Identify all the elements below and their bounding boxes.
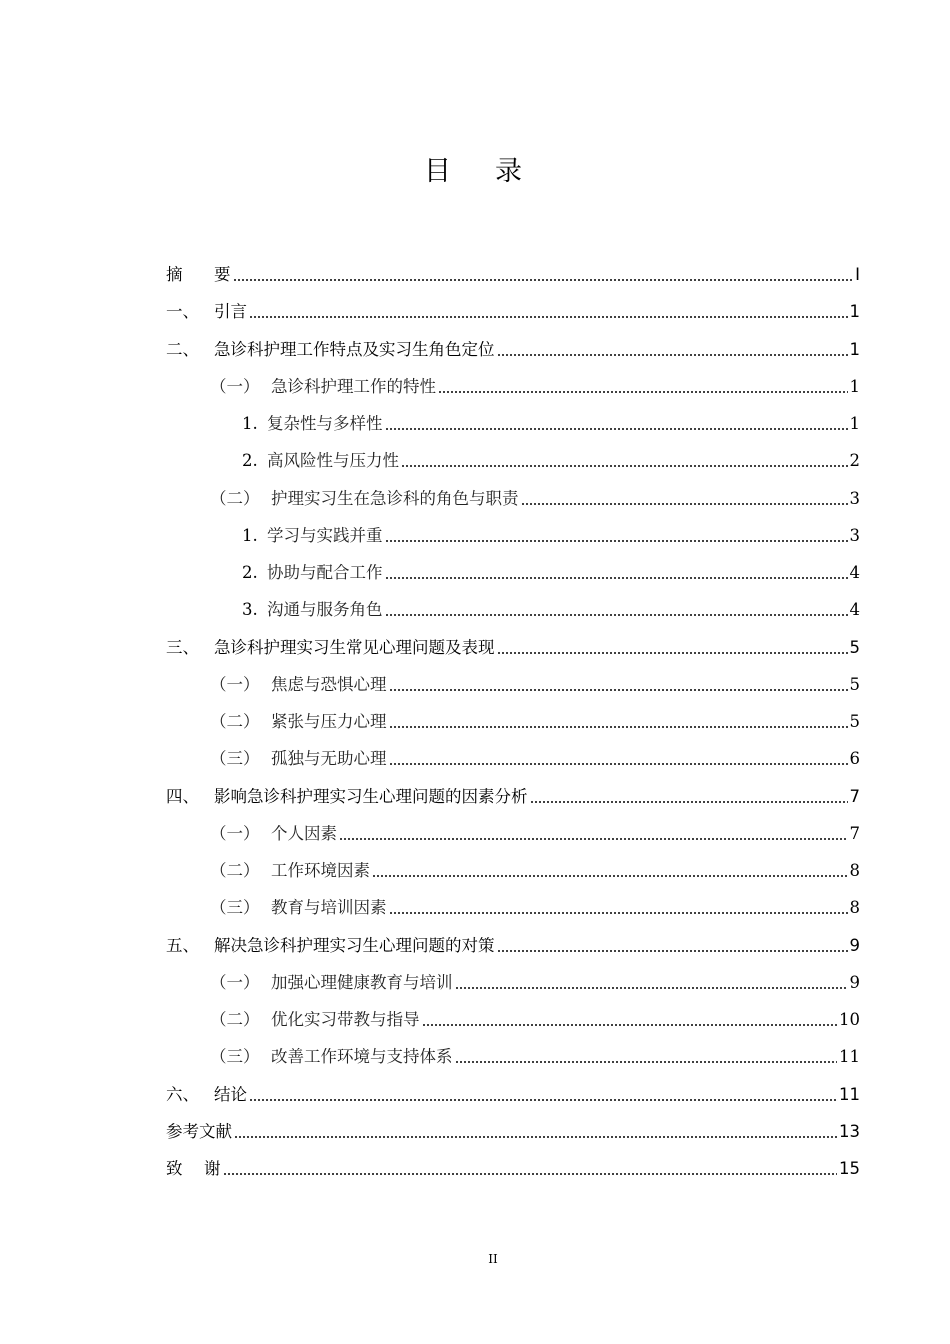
toc-entry-page: 8 [849, 861, 860, 880]
toc-entry-page: 7 [849, 824, 860, 843]
toc-entry-title: 解决急诊科护理实习生心理问题的对策 [214, 936, 495, 955]
toc-entry-page: I [855, 265, 860, 284]
toc-entry-number: 二、 [166, 340, 199, 359]
dot-leader [497, 950, 848, 952]
page-title: 目录 [424, 156, 566, 187]
toc-entry-page: 5 [849, 675, 860, 694]
toc-entry-page: 9 [849, 973, 860, 992]
toc-entry[interactable] [210, 709, 860, 733]
toc-entry-page: 1 [849, 414, 860, 433]
toc-entry[interactable] [166, 635, 860, 659]
toc-entry-number: （二） [210, 712, 260, 731]
toc-entry-page: 15 [839, 1159, 860, 1178]
dot-leader [249, 1099, 837, 1101]
toc-entry[interactable] [210, 1044, 860, 1068]
toc-entry-title: 高风险性与压力性 [267, 451, 399, 470]
toc-entry-number: （一） [210, 377, 260, 396]
toc-entry-title: 要 [214, 265, 231, 284]
toc-entry-title: 焦虑与恐惧心理 [271, 675, 387, 694]
toc-entry-number: 2. [242, 563, 258, 582]
toc-entry[interactable] [210, 970, 860, 994]
toc-entry-title: 学习与实践并重 [267, 526, 383, 545]
toc-entry-number: 六、 [166, 1085, 199, 1104]
toc-entry-page: 5 [849, 712, 860, 731]
toc-entry[interactable] [210, 486, 860, 510]
toc-entry-page: 5 [849, 638, 860, 657]
toc-entry[interactable] [210, 858, 860, 882]
toc-entry[interactable] [210, 374, 860, 398]
toc-entry[interactable] [242, 411, 860, 435]
toc-entry-number: 1. [242, 414, 258, 433]
dot-leader [455, 987, 848, 989]
toc-entry-title: 沟通与服务角色 [267, 600, 383, 619]
dot-leader [455, 1061, 838, 1063]
toc-entry-number: （三） [210, 749, 260, 768]
toc-entry[interactable] [166, 1119, 860, 1143]
toc-entry-title: 工作环境因素 [271, 861, 370, 880]
dot-leader [385, 540, 848, 542]
toc-entry-number: 1. [242, 526, 258, 545]
toc-entry[interactable] [166, 1082, 860, 1106]
toc-entry[interactable] [242, 523, 860, 547]
toc-entry-number: （三） [210, 1047, 260, 1066]
toc-entry-number: 摘 [166, 265, 183, 284]
toc-entry-title: 优化实习带教与指导 [271, 1010, 420, 1029]
toc-entry[interactable] [166, 1156, 860, 1180]
dot-leader [422, 1024, 838, 1026]
toc-entry-page: 4 [849, 600, 860, 619]
toc-entry-page: 3 [849, 526, 860, 545]
dot-leader [233, 279, 854, 281]
toc-entry[interactable] [242, 597, 860, 621]
dot-leader [339, 838, 848, 840]
toc-entry-title: 谢 [204, 1159, 221, 1178]
toc-entry[interactable] [166, 933, 860, 957]
toc-entry[interactable] [166, 784, 860, 808]
toc-entry[interactable] [210, 1007, 860, 1031]
toc-entry-page: 2 [849, 451, 860, 470]
toc-entry-title: 护理实习生在急诊科的角色与职责 [271, 489, 519, 508]
toc-entry-page: 8 [849, 898, 860, 917]
toc-entry-number: （二） [210, 489, 260, 508]
toc-entry-title: 个人因素 [271, 824, 337, 843]
toc-entry-page: 1 [849, 340, 860, 359]
toc-entry-page: 1 [849, 377, 860, 396]
toc-entry-title: 结论 [214, 1085, 247, 1104]
toc-entry-title: 协助与配合工作 [267, 563, 383, 582]
toc-entry-number: 三、 [166, 638, 199, 657]
dot-leader [389, 689, 848, 691]
toc-entry[interactable] [210, 821, 860, 845]
dot-leader [389, 726, 848, 728]
toc-entry-title: 紧张与压力心理 [271, 712, 387, 731]
dot-leader [389, 912, 848, 914]
toc-entry-title: 引言 [214, 302, 247, 321]
toc-entry-title: 复杂性与多样性 [267, 414, 383, 433]
dot-leader [497, 652, 848, 654]
toc-entry-title: 急诊科护理实习生常见心理问题及表现 [214, 638, 495, 657]
toc-entry-page: 11 [839, 1085, 860, 1104]
toc-entry-number: （三） [210, 898, 260, 917]
dot-leader [530, 801, 848, 803]
toc-entry-page: 13 [839, 1122, 860, 1141]
dot-leader [234, 1136, 837, 1138]
dot-leader [385, 577, 848, 579]
toc-entry[interactable] [166, 299, 860, 323]
toc-entry[interactable] [166, 337, 860, 361]
toc-entry-number: （一） [210, 973, 260, 992]
toc-entry[interactable] [210, 746, 860, 770]
dot-leader [389, 763, 848, 765]
toc-entry-number: 四、 [166, 787, 199, 806]
toc-entry-title: 孤独与无助心理 [271, 749, 387, 768]
toc-entry-page: 6 [849, 749, 860, 768]
dot-leader [385, 428, 848, 430]
toc-entry-page: 3 [849, 489, 860, 508]
toc-entry-title: 改善工作环境与支持体系 [271, 1047, 453, 1066]
toc-entry-page: 10 [839, 1010, 860, 1029]
toc-entry-page: 9 [849, 936, 860, 955]
toc-entry-number: （一） [210, 824, 260, 843]
dot-leader [249, 316, 848, 318]
toc-entry-page: 4 [849, 563, 860, 582]
toc-entry-title: 加强心理健康教育与培训 [271, 973, 453, 992]
dot-leader [223, 1173, 838, 1175]
toc-entry-title: 急诊科护理工作特点及实习生角色定位 [214, 340, 495, 359]
toc-entry[interactable] [166, 262, 860, 286]
toc-entry-number: 2. [242, 451, 258, 470]
toc-entry-number: （一） [210, 675, 260, 694]
toc-entry-title: 教育与培训因素 [271, 898, 387, 917]
toc-entry-page: 11 [839, 1047, 860, 1066]
dot-leader [521, 503, 848, 505]
dot-leader [372, 875, 848, 877]
toc-entry-number: （二） [210, 861, 260, 880]
toc-entry-number: 五、 [166, 936, 199, 955]
toc-entry-page: 1 [849, 302, 860, 321]
dot-leader [385, 614, 848, 616]
toc-entry-number: （二） [210, 1010, 260, 1029]
toc-entry-title: 急诊科护理工作的特性 [271, 377, 436, 396]
dot-leader [438, 391, 848, 393]
toc-entry-title: 影响急诊科护理实习生心理问题的因素分析 [214, 787, 528, 806]
page-number-footer: II [488, 1252, 498, 1266]
toc-entry[interactable] [210, 672, 860, 696]
toc-entry[interactable] [242, 560, 860, 584]
toc-entry-title: 参考文献 [166, 1122, 232, 1141]
toc-entry-number: 3. [242, 600, 258, 619]
toc-entry-number: 致 [166, 1159, 183, 1178]
toc-entry[interactable] [210, 895, 860, 919]
dot-leader [401, 465, 848, 467]
toc-entry-page: 7 [849, 787, 860, 806]
toc-entry[interactable] [242, 448, 860, 472]
toc-entry-number: 一、 [166, 302, 199, 321]
dot-leader [497, 354, 848, 356]
